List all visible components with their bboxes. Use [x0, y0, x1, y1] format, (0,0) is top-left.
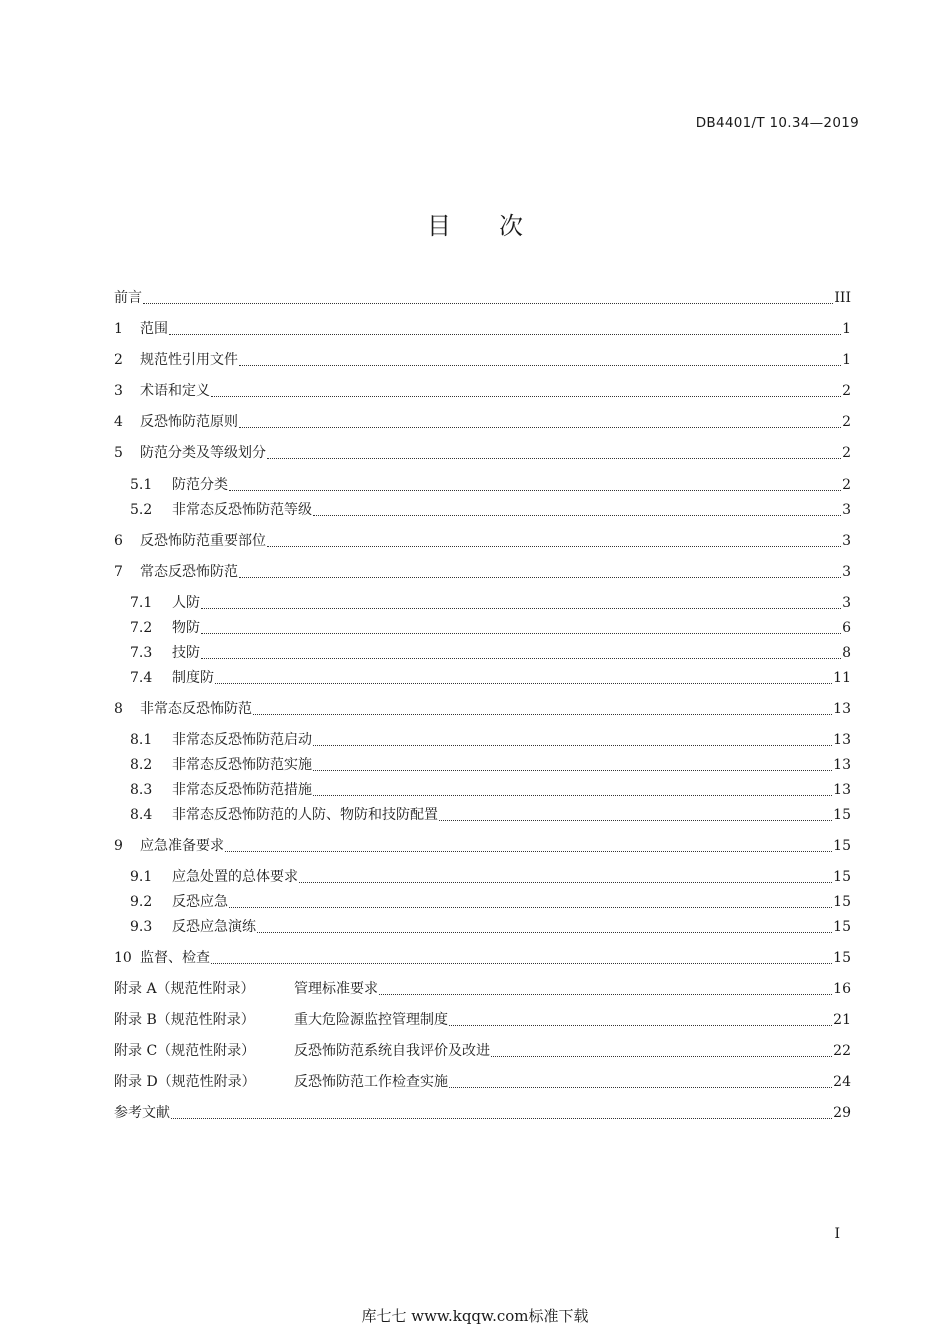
toc-entry-number: 3: [114, 383, 123, 399]
toc-entry-title: 反恐怖防范重要部位: [140, 533, 266, 549]
toc-entry-page: 15: [833, 894, 851, 910]
toc-dot-leader: [239, 350, 841, 370]
toc-entry-page: 15: [833, 919, 851, 935]
toc-entry[interactable]: [130, 618, 851, 638]
toc-dot-leader: [201, 593, 841, 613]
toc-dot-leader: [211, 381, 841, 401]
toc-entry-title: 反恐应急演练: [172, 919, 256, 935]
toc-dot-leader: [313, 780, 832, 800]
toc-entry-title: 非常态反恐怖防范启动: [172, 732, 312, 748]
toc-entry-page: 3: [842, 595, 851, 611]
toc-entry-number: 8.4: [130, 807, 153, 823]
toc-entry-page: 2: [842, 414, 851, 430]
toc-entry-number: 1: [114, 321, 123, 337]
toc-entry-page: 8: [842, 645, 851, 661]
toc-entry-page: 1: [842, 352, 851, 368]
toc-dot-leader: [313, 755, 832, 775]
toc-entry-page: 11: [833, 670, 851, 686]
toc-entry-number: 5: [114, 445, 123, 461]
toc-dot-leader: [491, 1041, 832, 1061]
toc-entry-title: 制度防: [172, 670, 214, 686]
toc-entry[interactable]: [114, 1041, 851, 1061]
toc-entry-title: 反恐应急: [172, 894, 228, 910]
toc-dot-leader: [201, 618, 841, 638]
toc-dot-leader: [267, 531, 841, 551]
toc-entry[interactable]: [130, 892, 851, 912]
toc-entry-page: 22: [833, 1043, 851, 1059]
toc-entry-page: 15: [833, 807, 851, 823]
toc-entry-title: 防范分类及等级划分: [140, 445, 266, 461]
toc-title-part1: 目: [427, 212, 451, 240]
toc-entry-page: 15: [833, 869, 851, 885]
toc-entry-number: 9.2: [130, 894, 153, 910]
toc-entry-number: 8.3: [130, 782, 153, 798]
toc-dot-leader: [215, 668, 832, 688]
toc-dot-leader: [211, 948, 832, 968]
toc-dot-leader: [239, 562, 841, 582]
toc-entry-page: 3: [842, 533, 851, 549]
toc-entry[interactable]: [114, 319, 851, 339]
toc-entry-number: 9.1: [130, 869, 153, 885]
toc-dot-leader: [171, 1103, 832, 1123]
toc-entry-number: 8: [114, 701, 123, 717]
toc-entry[interactable]: [114, 1010, 851, 1030]
toc-entry-page: 21: [833, 1012, 851, 1028]
toc-entry-page: III: [834, 290, 851, 306]
toc-entry-number: 8.1: [130, 732, 153, 748]
toc-entry-title: 应急处置的总体要求: [172, 869, 298, 885]
toc-entry-title: 人防: [172, 595, 200, 611]
toc-entry-title: 防范分类: [172, 477, 228, 493]
toc-dot-leader: [449, 1010, 832, 1030]
toc-dot-leader: [225, 836, 832, 856]
toc-dot-leader: [169, 319, 841, 339]
toc-entry-page: 13: [833, 732, 851, 748]
toc-entry-title: 物防: [172, 620, 200, 636]
toc-entry-title: 监督、检查: [140, 950, 210, 966]
toc-dot-leader: [449, 1072, 832, 1092]
toc-entry-number: 6: [114, 533, 123, 549]
toc-dot-leader: [229, 475, 841, 495]
toc-entry-number: 附录 D（规范性附录）: [114, 1074, 256, 1090]
toc-dot-leader: [313, 500, 841, 520]
toc-entry[interactable]: [130, 730, 851, 750]
toc-entry[interactable]: [114, 562, 851, 582]
toc-entry-title: 非常态反恐怖防范实施: [172, 757, 312, 773]
toc-entry[interactable]: [114, 350, 851, 370]
toc-entry-page: 6: [842, 620, 851, 636]
toc-entry[interactable]: [130, 867, 851, 887]
toc-entry-number: 2: [114, 352, 123, 368]
toc-entry[interactable]: [114, 288, 851, 308]
toc-dot-leader: [439, 805, 832, 825]
toc-dot-leader: [229, 892, 832, 912]
toc-entry-title: 非常态反恐怖防范等级: [172, 502, 312, 518]
toc-entry[interactable]: [130, 755, 851, 775]
toc-dot-leader: [267, 443, 841, 463]
toc-dot-leader: [299, 867, 832, 887]
toc-dot-leader: [257, 917, 832, 937]
toc-entry[interactable]: [114, 531, 851, 551]
toc-entry-page: 15: [833, 950, 851, 966]
toc-entry-number: 7.4: [130, 670, 153, 686]
toc-entry-title: 重大危险源监控管理制度: [294, 1012, 448, 1028]
toc-entry[interactable]: [114, 443, 851, 463]
toc-entry-title: 应急准备要求: [140, 838, 224, 854]
toc-entry-title: 反恐怖防范系统自我评价及改进: [294, 1043, 490, 1059]
toc-entry-page: 2: [842, 477, 851, 493]
toc-entry[interactable]: [130, 500, 851, 520]
toc-entry-page: 24: [833, 1074, 851, 1090]
toc-entry-number: 附录 C（规范性附录）: [114, 1043, 256, 1059]
toc-entry-page: 2: [842, 445, 851, 461]
toc-dot-leader: [313, 730, 832, 750]
toc-entry-number: 附录 A（规范性附录）: [114, 981, 255, 997]
toc-entry-page: 13: [833, 782, 851, 798]
toc-entry[interactable]: [114, 381, 851, 401]
toc-entry-number: 9: [114, 838, 123, 854]
table-of-contents: [114, 0, 851, 1344]
toc-entry-title: 术语和定义: [140, 383, 210, 399]
toc-entry[interactable]: [130, 593, 851, 613]
toc-entry-page: 16: [833, 981, 851, 997]
toc-entry[interactable]: [130, 643, 851, 663]
toc-entry-page: 15: [833, 838, 851, 854]
page-number: I: [834, 1226, 840, 1242]
toc-entry-title: 管理标准要求: [294, 981, 378, 997]
toc-entry-page: 13: [833, 701, 851, 717]
toc-entry-title: 前言: [114, 290, 142, 306]
toc-entry[interactable]: [114, 1072, 851, 1092]
toc-entry-number: 10: [114, 950, 132, 966]
toc-entry-page: 13: [833, 757, 851, 773]
toc-entry[interactable]: [114, 836, 851, 856]
toc-entry[interactable]: [114, 1103, 851, 1123]
toc-entry[interactable]: [130, 475, 851, 495]
toc-entry[interactable]: [114, 412, 851, 432]
toc-entry-page: 3: [842, 502, 851, 518]
toc-entry-number: 7.2: [130, 620, 153, 636]
toc-entry[interactable]: [130, 805, 851, 825]
toc-entry-number: 5.1: [130, 477, 153, 493]
toc-entry-number: 9.3: [130, 919, 153, 935]
toc-dot-leader: [239, 412, 841, 432]
toc-entry[interactable]: [114, 948, 851, 968]
toc-entry[interactable]: [114, 699, 851, 719]
toc-entry-page: 2: [842, 383, 851, 399]
toc-entry-title: 反恐怖防范原则: [140, 414, 238, 430]
toc-entry-title: 常态反恐怖防范: [140, 564, 238, 580]
toc-dot-leader: [253, 699, 832, 719]
footer-watermark-text: 库七七 www.kqqw.com标准下载: [361, 1307, 589, 1325]
toc-entry[interactable]: [130, 668, 851, 688]
toc-entry-number: 7: [114, 564, 123, 580]
toc-entry-title: 参考文献: [114, 1105, 170, 1121]
toc-dot-leader: [201, 643, 841, 663]
toc-entry[interactable]: [114, 979, 851, 999]
toc-entry-title: 规范性引用文件: [140, 352, 238, 368]
toc-entry-title: 非常态反恐怖防范: [140, 701, 252, 717]
toc-entry-number: 8.2: [130, 757, 153, 773]
toc-entry-page: 1: [842, 321, 851, 337]
toc-entry[interactable]: [130, 780, 851, 800]
toc-entry-number: 5.2: [130, 502, 153, 518]
toc-entry-title: 技防: [172, 645, 200, 661]
toc-entry-number: 附录 B（规范性附录）: [114, 1012, 255, 1028]
toc-entry-page: 3: [842, 564, 851, 580]
document-code: DB4401/T 10.34—2019: [695, 115, 859, 131]
toc-entry-title: 反恐怖防范工作检查实施: [294, 1074, 448, 1090]
toc-entry-number: 4: [114, 414, 123, 430]
toc-entry-title: 非常态反恐怖防范措施: [172, 782, 312, 798]
toc-entry-title: 范围: [140, 321, 168, 337]
toc-entry[interactable]: [130, 917, 851, 937]
toc-entry-number: 7.1: [130, 595, 153, 611]
toc-dot-leader: [379, 979, 832, 999]
toc-dot-leader: [143, 288, 833, 308]
toc-title-part2: 次: [499, 212, 523, 240]
toc-entry-number: 7.3: [130, 645, 153, 661]
toc-entry-page: 29: [833, 1105, 851, 1121]
toc-entry-title: 非常态反恐怖防范的人防、物防和技防配置: [172, 807, 438, 823]
